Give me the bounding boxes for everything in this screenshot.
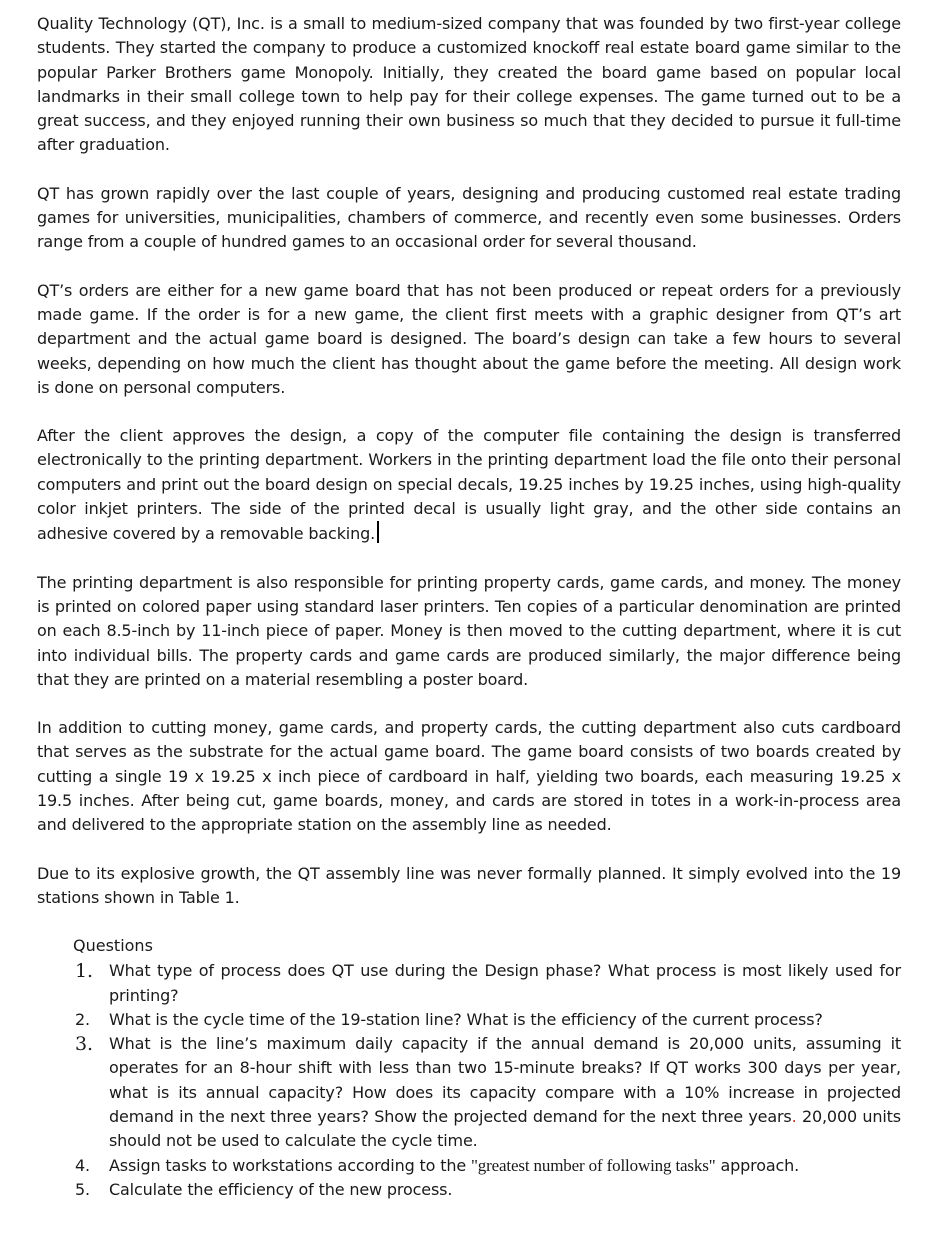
questions-section bbox=[73, 934, 901, 1202]
question-number: 3. bbox=[75, 1033, 93, 1056]
question-item-1 bbox=[73, 959, 901, 1008]
question-item-2 bbox=[73, 1008, 901, 1032]
question-text-dot: . bbox=[791, 1106, 797, 1126]
question-text: What type of process does QT use during the Design phase? What process is most likely used for printing? bbox=[109, 961, 901, 1005]
question-number: 5. bbox=[75, 1179, 90, 1199]
paragraph-growth: QT has grown rapidly over the last couple of years, designing and producing customed real estate trading games for universities, municipalities, chambers of commerce, and recently even some businesses. Orders range from a couple of hundred games to an occasional order for several thousand. bbox=[37, 183, 901, 252]
question-number: 4. bbox=[75, 1155, 90, 1175]
paragraph-printing-transfer-text: After the client approves the design, a copy of the computer file containing the design is transferred electronically to the printing department. Workers in the printing department load the file onto their personal computers and print out the board design on special decals, 19.25 inches by 19.25 inches, using high-quality color inkjet printers. The side of the printed decal is usually light gray, and the other side contains an adhesive covered by a removable backing. bbox=[37, 426, 901, 544]
question-item-5 bbox=[73, 1178, 901, 1202]
question-item-4 bbox=[73, 1154, 901, 1178]
question-number: 1. bbox=[75, 960, 93, 983]
question-text-part-a: Assign tasks to workstations according to the bbox=[109, 1155, 471, 1175]
questions-heading: Questions bbox=[73, 936, 153, 956]
question-number: 2. bbox=[75, 1009, 90, 1029]
question-text bbox=[109, 1032, 901, 1153]
question-text-part-b: "greatest number of following tasks" bbox=[470, 1155, 716, 1175]
paragraph-orders: QT’s orders are either for a new game board that has not been produced or repeat orders for a previously made game. If the order is for a new game, the client first meets with a graphic designer from QT’s art department and the actual game board is designed. The board’s design can take a few hours to several weeks, depending on how much the client has thought about the game before the meeting. All design work is done on personal computers. bbox=[37, 280, 901, 397]
paragraph-printing-transfer bbox=[37, 424, 901, 546]
question-text-part-c: approach. bbox=[715, 1155, 800, 1175]
question-item-3 bbox=[73, 1032, 901, 1153]
question-text-main: What is the line’s maximum daily capacity if the annual demand is 20,000 units, assuming it operates for an 8-hour shift with less than two 15-minute breaks? If QT works 300 days per year, what is its annual capacity? How does its capacity compare with a 10% increase in projected demand in the next three years? Show the projected demand for the next three years bbox=[109, 1034, 901, 1126]
question-text: Calculate the efficiency of the new process. bbox=[109, 1179, 453, 1199]
question-text: What is the cycle time of the 19-station line? What is the efficiency of the current process? bbox=[109, 1009, 823, 1029]
paragraph-assembly-line: Due to its explosive growth, the QT assembly line was never formally planned. It simply evolved into the 19 stations shown in Table 1. bbox=[37, 863, 901, 907]
paragraph-printing-dept: The printing department is also responsible for printing property cards, game cards, and money. The money is printed on colored paper using standard laser printers. Ten copies of a particular denomination are printed on each 8.5-inch by 11-inch piece of paper. Money is then moved to the cutting department, where it is cut into individual bills. The property cards and game cards are produced similarly, the major difference being that they are printed on a material resembling a poster board. bbox=[37, 572, 901, 689]
question-text bbox=[109, 1154, 901, 1178]
text-cursor bbox=[377, 521, 379, 543]
paragraph-company-intro: Quality Technology (QT), Inc. is a small to medium-sized company that was founded by two first-year college students. They started the company to produce a customized knockoff real estate board game similar to the popular Parker Brothers game Monopoly. Initially, they created the board game based on popular local landmarks in their small college town to help pay for their college expenses. The game turned out to be a great success, and they enjoyed running their own business so much that they decided to pursue it full-time after graduation. bbox=[37, 14, 901, 155]
question-text-tail: 20,000 units should not be used to calculate the cycle time. bbox=[109, 1106, 901, 1151]
paragraph-cutting-dept: In addition to cutting money, game cards, and property cards, the cutting department also cuts cardboard that serves as the substrate for the actual game board. The game board consists of two boards created by cutting a single 19 x 19.25 x inch piece of cardboard in half, yielding two boards, each measuring 19.25 x 19.5 inches. After being cut, game boards, money, and cards are stored in totes in a work-in-process area and delivered to the appropriate station on the assembly line as needed. bbox=[37, 718, 901, 835]
document-page bbox=[37, 12, 901, 1202]
